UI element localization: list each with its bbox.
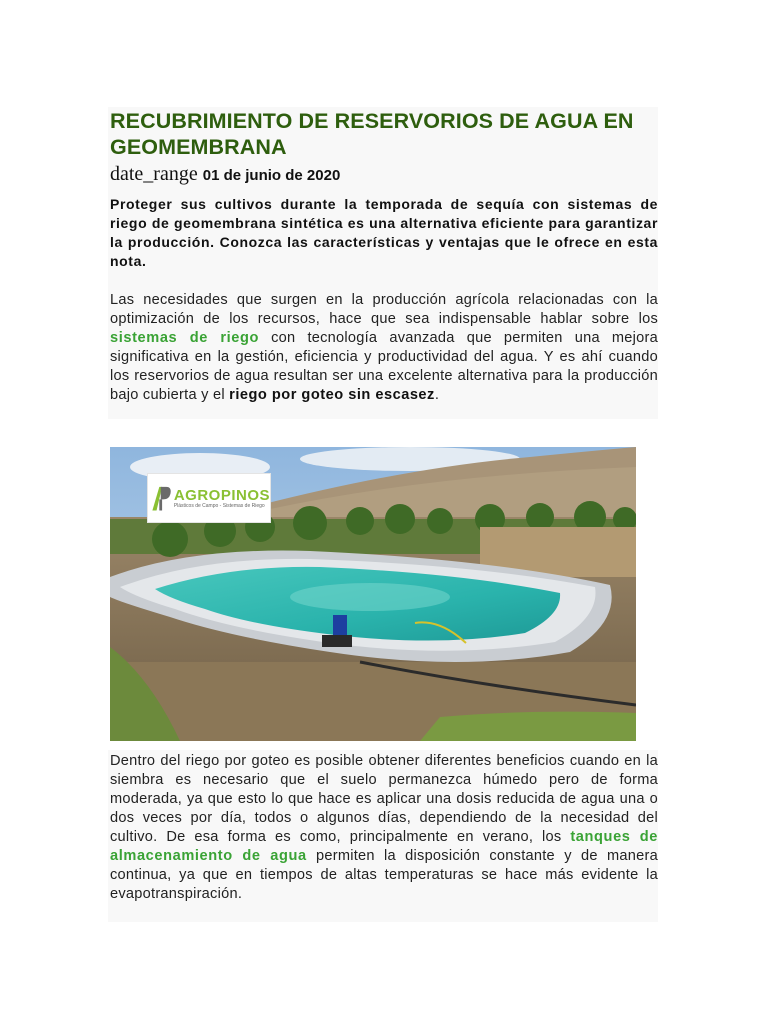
sistemas-de-riego-link[interactable]: sistemas de riego bbox=[110, 330, 260, 346]
logo-text bbox=[174, 488, 270, 509]
paragraph-1-text-a: Las necesidades que surgen en la producción agrícola relacionadas con la optimización de los recursos, hace que sea indispensable hablar sobre los bbox=[110, 292, 658, 327]
date-line bbox=[110, 163, 658, 189]
paragraph-2-text-a: Dentro del riego por goteo es posible obtener diferentes beneficios cuando en la siembra es necesario que el suelo permanezca húmedo pero de forma moderada, ya que esto lo que hace es aplicar una dosis reducida de agua una o dos veces por día, todos o algunos días, dependiendo de la necesidad del cultivo. De esa forma es como, principalmente en verano, los bbox=[110, 753, 658, 845]
article-lead: Proteger sus cultivos durante la temporada de sequía con sistemas de riego de geomembrana sintética es una alternativa eficiente para garantizar la producción. Conozca las características y ventajas que le ofrece en esta nota. bbox=[110, 196, 658, 269]
paragraph-2-container bbox=[110, 752, 658, 904]
article-content bbox=[110, 108, 658, 405]
logo-tagline: Plásticos de Campo - Sistemas de Riego bbox=[173, 502, 265, 509]
article-title: RECUBRIMIENTO DE RESERVORIOS DE AGUA EN GEOMEMBRANA bbox=[110, 109, 634, 159]
paragraph-2-text-b: permiten la disposición constante y de manera continua, ya que en tiempos de altas temperaturas se hace más evidente la evapotranspiración. bbox=[110, 848, 658, 902]
paragraph-2 bbox=[110, 752, 658, 904]
paragraph-1 bbox=[110, 291, 658, 405]
agropinos-logo bbox=[147, 473, 271, 523]
agropinos-mark-icon bbox=[151, 478, 172, 518]
date-range-icon: date_range bbox=[110, 163, 198, 185]
publish-date: 01 de junio de 2020 bbox=[202, 167, 341, 184]
paragraph-1-text-b: con tecnología avanzada que permiten una mejora significativa en la gestión, eficiencia y productividad del agua. Y es ahí cuando los reservorios de agua resultan ser una excelente alternativa para la producción bajo cubierta y el bbox=[110, 330, 659, 403]
riego-por-goteo-emphasis: riego por goteo sin escasez bbox=[229, 387, 435, 403]
tanques-de-almacenamiento-link[interactable]: tanques de almacenamiento de agua bbox=[110, 829, 658, 864]
logo-wordmark: AGROPINOS bbox=[173, 486, 270, 504]
paragraph-1-text-c: . bbox=[434, 387, 440, 403]
